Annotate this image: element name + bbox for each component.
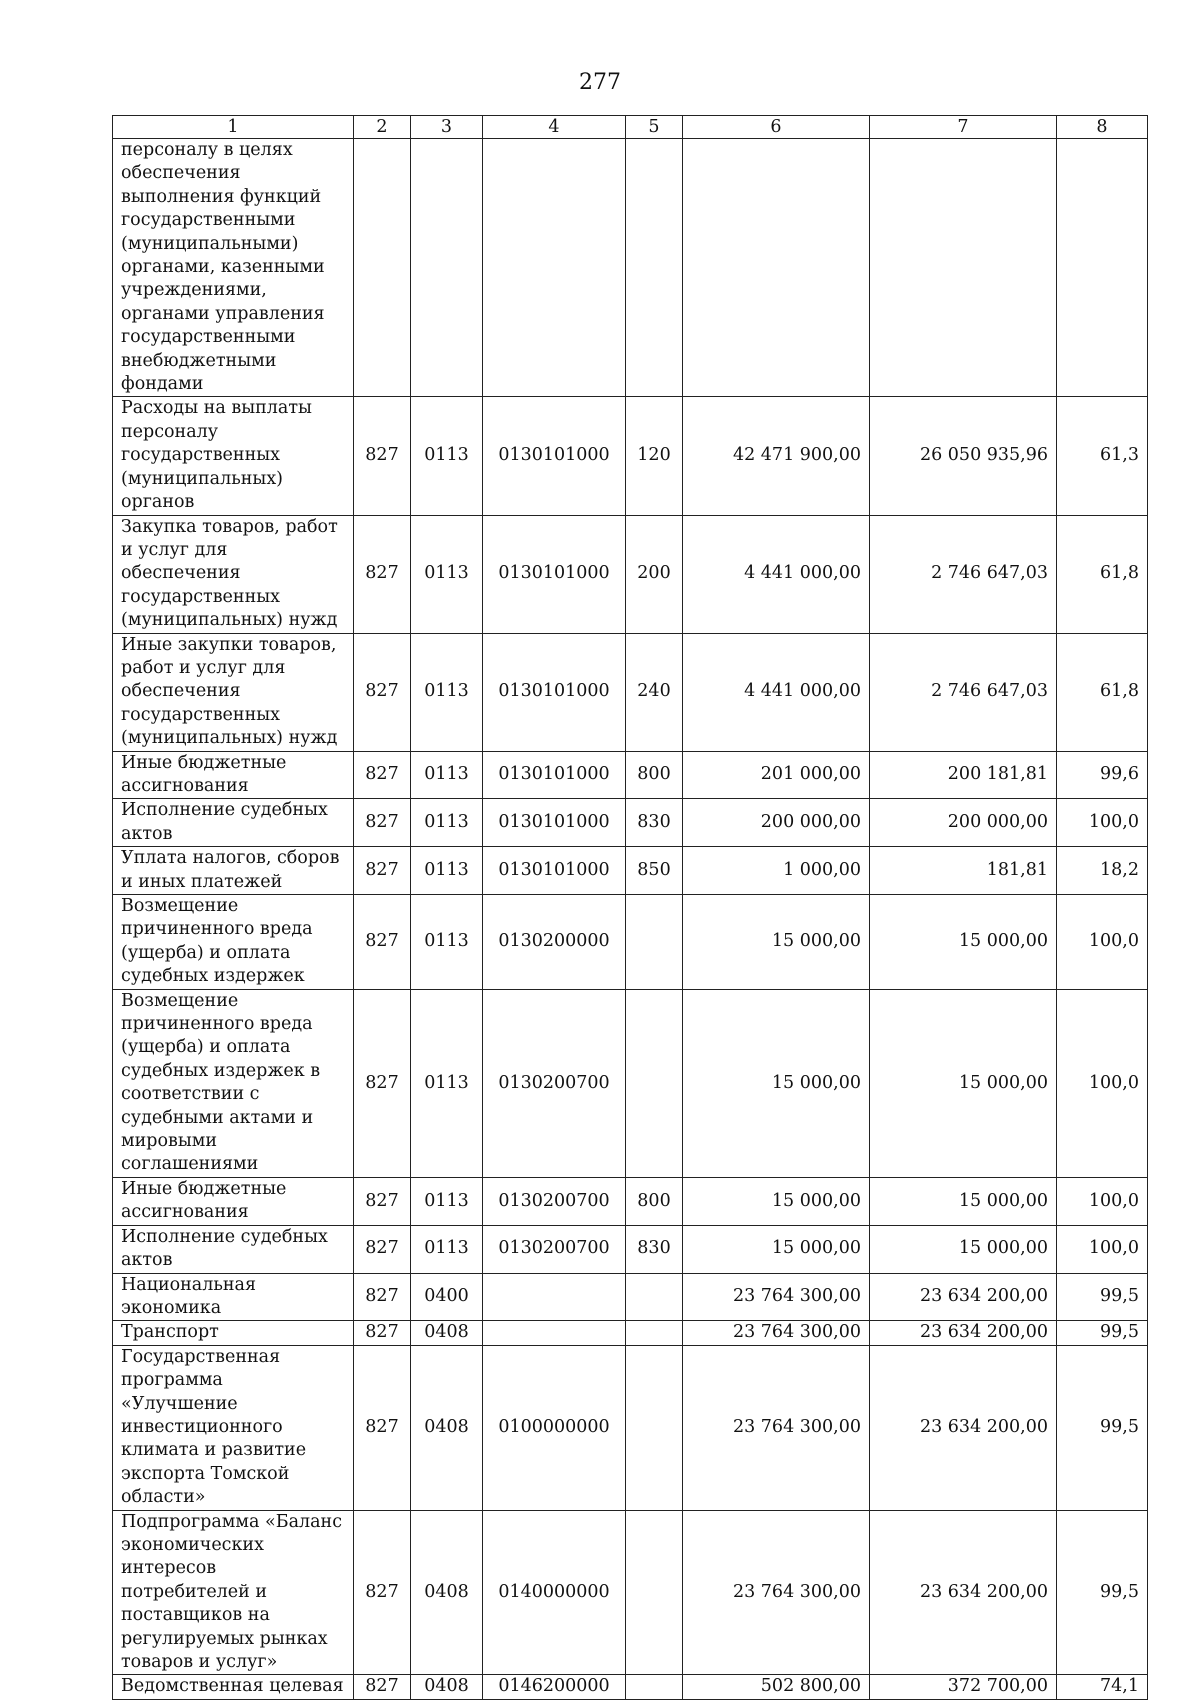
target-article-cell: 0130101000	[483, 751, 626, 799]
gr-code-cell: 827	[354, 1345, 411, 1510]
expense-type-cell	[626, 1321, 683, 1345]
plan-amount-cell: 1 000,00	[683, 847, 870, 895]
gr-code-cell: 827	[354, 1273, 411, 1321]
expense-type-cell: 830	[626, 799, 683, 847]
description-cell: Исполнение судебных актов	[113, 1225, 354, 1273]
actual-amount-cell: 23 634 200,00	[870, 1321, 1057, 1345]
actual-amount-cell: 15 000,00	[870, 895, 1057, 990]
actual-amount-cell: 23 634 200,00	[870, 1273, 1057, 1321]
percent-cell: 100,0	[1057, 1177, 1148, 1225]
actual-amount-cell: 23 634 200,00	[870, 1345, 1057, 1510]
header-cell: 5	[626, 116, 683, 139]
percent-cell: 99,5	[1057, 1345, 1148, 1510]
description-cell: Иные закупки товаров, работ и услуг для обеспечения государственных (муниципальных) нужд	[113, 633, 354, 751]
description-cell: Возмещение причиненного вреда (ущерба) и оплата судебных издержек	[113, 895, 354, 990]
header-cell: 8	[1057, 116, 1148, 139]
actual-amount-cell: 2 746 647,03	[870, 515, 1057, 633]
percent-cell: 99,5	[1057, 1510, 1148, 1675]
actual-amount-cell: 26 050 935,96	[870, 397, 1057, 515]
gr-code-cell: 827	[354, 751, 411, 799]
actual-amount-cell: 23 634 200,00	[870, 1510, 1057, 1675]
budget-table	[112, 115, 1148, 1700]
gr-code-cell: 827	[354, 633, 411, 751]
actual-amount-cell: 15 000,00	[870, 1225, 1057, 1273]
section-code-cell: 0113	[411, 847, 483, 895]
gr-code-cell: 827	[354, 989, 411, 1177]
table-row	[113, 1321, 1148, 1345]
gr-code-cell: 827	[354, 1510, 411, 1675]
description-cell: Государственная программа «Улучшение инвестиционного климата и развитие экспорта Томской области»	[113, 1345, 354, 1510]
gr-code-cell: 827	[354, 799, 411, 847]
description-cell: Закупка товаров, работ и услуг для обеспечения государственных (муниципальных) нужд	[113, 515, 354, 633]
expense-type-cell	[626, 139, 683, 397]
target-article-cell: 0130101000	[483, 397, 626, 515]
header-cell: 1	[113, 116, 354, 139]
table-row	[113, 1273, 1148, 1321]
gr-code-cell: 827	[354, 847, 411, 895]
percent-cell: 61,8	[1057, 515, 1148, 633]
actual-amount-cell: 200 000,00	[870, 799, 1057, 847]
actual-amount-cell: 15 000,00	[870, 1177, 1057, 1225]
target-article-cell	[483, 139, 626, 397]
target-article-cell: 0130200700	[483, 1225, 626, 1273]
expense-type-cell: 830	[626, 1225, 683, 1273]
description-cell: персоналу в целях обеспечения выполнения функций государственными (муниципальными) органами, казенными учреждениями, органами управления государственными внебюджетными фондами	[113, 139, 354, 397]
section-code-cell: 0408	[411, 1345, 483, 1510]
percent-cell: 100,0	[1057, 895, 1148, 990]
percent-cell: 99,5	[1057, 1273, 1148, 1321]
section-code-cell: 0408	[411, 1321, 483, 1345]
table-row	[113, 799, 1148, 847]
actual-amount-cell: 372 700,00	[870, 1675, 1057, 1699]
percent-cell: 18,2	[1057, 847, 1148, 895]
section-code-cell: 0408	[411, 1510, 483, 1675]
plan-amount-cell: 4 441 000,00	[683, 633, 870, 751]
expense-type-cell	[626, 895, 683, 990]
table-row	[113, 1510, 1148, 1675]
table-row	[113, 139, 1148, 397]
target-article-cell: 0130200700	[483, 989, 626, 1177]
gr-code-cell: 827	[354, 1675, 411, 1699]
expense-type-cell	[626, 1510, 683, 1675]
table-row	[113, 1225, 1148, 1273]
description-cell: Подпрограмма «Баланс экономических интересов потребителей и поставщиков на регулируемых рынках товаров и услуг»	[113, 1510, 354, 1675]
gr-code-cell: 827	[354, 895, 411, 990]
header-cell: 2	[354, 116, 411, 139]
section-code-cell: 0113	[411, 1225, 483, 1273]
gr-code-cell: 827	[354, 1177, 411, 1225]
actual-amount-cell: 200 181,81	[870, 751, 1057, 799]
percent-cell: 99,6	[1057, 751, 1148, 799]
plan-amount-cell: 42 471 900,00	[683, 397, 870, 515]
plan-amount-cell: 15 000,00	[683, 1177, 870, 1225]
table-row	[113, 847, 1148, 895]
target-article-cell: 0146200000	[483, 1675, 626, 1699]
table-row	[113, 515, 1148, 633]
actual-amount-cell: 15 000,00	[870, 989, 1057, 1177]
section-code-cell: 0113	[411, 989, 483, 1177]
section-code-cell	[411, 139, 483, 397]
header-cell: 3	[411, 116, 483, 139]
plan-amount-cell: 502 800,00	[683, 1675, 870, 1699]
table-row	[113, 1675, 1148, 1699]
table-row	[113, 751, 1148, 799]
section-code-cell: 0113	[411, 799, 483, 847]
target-article-cell: 0130101000	[483, 633, 626, 751]
description-cell: Возмещение причиненного вреда (ущерба) и оплата судебных издержек в соответствии с судебными актами и мировыми соглашениями	[113, 989, 354, 1177]
percent-cell: 61,8	[1057, 633, 1148, 751]
percent-cell: 100,0	[1057, 799, 1148, 847]
section-code-cell: 0113	[411, 751, 483, 799]
target-article-cell	[483, 1273, 626, 1321]
description-cell: Иные бюджетные ассигнования	[113, 751, 354, 799]
gr-code-cell: 827	[354, 397, 411, 515]
gr-code-cell: 827	[354, 1225, 411, 1273]
target-article-cell: 0130101000	[483, 847, 626, 895]
table-row	[113, 895, 1148, 990]
header-cell: 4	[483, 116, 626, 139]
target-article-cell: 0130101000	[483, 515, 626, 633]
expense-type-cell: 120	[626, 397, 683, 515]
plan-amount-cell: 23 764 300,00	[683, 1273, 870, 1321]
section-code-cell: 0113	[411, 397, 483, 515]
expense-type-cell: 240	[626, 633, 683, 751]
section-code-cell: 0113	[411, 633, 483, 751]
gr-code-cell: 827	[354, 1321, 411, 1345]
percent-cell: 100,0	[1057, 1225, 1148, 1273]
expense-type-cell: 800	[626, 1177, 683, 1225]
actual-amount-cell: 2 746 647,03	[870, 633, 1057, 751]
section-code-cell: 0113	[411, 1177, 483, 1225]
target-article-cell: 0130200000	[483, 895, 626, 990]
target-article-cell	[483, 1321, 626, 1345]
table-row	[113, 989, 1148, 1177]
plan-amount-cell: 23 764 300,00	[683, 1510, 870, 1675]
expense-type-cell: 850	[626, 847, 683, 895]
percent-cell: 100,0	[1057, 989, 1148, 1177]
target-article-cell: 0130200700	[483, 1177, 626, 1225]
table-row	[113, 1177, 1148, 1225]
header-cell: 7	[870, 116, 1057, 139]
plan-amount-cell: 15 000,00	[683, 895, 870, 990]
target-article-cell: 0140000000	[483, 1510, 626, 1675]
section-code-cell: 0113	[411, 895, 483, 990]
table-row	[113, 633, 1148, 751]
plan-amount-cell: 15 000,00	[683, 989, 870, 1177]
target-article-cell: 0100000000	[483, 1345, 626, 1510]
section-code-cell: 0113	[411, 515, 483, 633]
plan-amount-cell: 23 764 300,00	[683, 1345, 870, 1510]
plan-amount-cell: 23 764 300,00	[683, 1321, 870, 1345]
description-cell: Ведомственная целевая	[113, 1675, 354, 1699]
plan-amount-cell: 200 000,00	[683, 799, 870, 847]
description-cell: Национальная экономика	[113, 1273, 354, 1321]
percent-cell	[1057, 139, 1148, 397]
description-cell: Транспорт	[113, 1321, 354, 1345]
table-row	[113, 397, 1148, 515]
target-article-cell: 0130101000	[483, 799, 626, 847]
table-row	[113, 1345, 1148, 1510]
expense-type-cell: 200	[626, 515, 683, 633]
percent-cell: 61,3	[1057, 397, 1148, 515]
percent-cell: 74,1	[1057, 1675, 1148, 1699]
table-header-row	[113, 116, 1148, 139]
actual-amount-cell: 181,81	[870, 847, 1057, 895]
plan-amount-cell: 4 441 000,00	[683, 515, 870, 633]
gr-code-cell	[354, 139, 411, 397]
expense-type-cell	[626, 989, 683, 1177]
plan-amount-cell: 15 000,00	[683, 1225, 870, 1273]
plan-amount-cell: 201 000,00	[683, 751, 870, 799]
percent-cell: 99,5	[1057, 1321, 1148, 1345]
section-code-cell: 0408	[411, 1675, 483, 1699]
expense-type-cell	[626, 1675, 683, 1699]
description-cell: Расходы на выплаты персоналу государственных (муниципальных) органов	[113, 397, 354, 515]
description-cell: Иные бюджетные ассигнования	[113, 1177, 354, 1225]
description-cell: Исполнение судебных актов	[113, 799, 354, 847]
description-cell: Уплата налогов, сборов и иных платежей	[113, 847, 354, 895]
expense-type-cell	[626, 1273, 683, 1321]
plan-amount-cell	[683, 139, 870, 397]
gr-code-cell: 827	[354, 515, 411, 633]
header-cell: 6	[683, 116, 870, 139]
actual-amount-cell	[870, 139, 1057, 397]
expense-type-cell: 800	[626, 751, 683, 799]
page-number: 277	[579, 70, 621, 95]
section-code-cell: 0400	[411, 1273, 483, 1321]
expense-type-cell	[626, 1345, 683, 1510]
